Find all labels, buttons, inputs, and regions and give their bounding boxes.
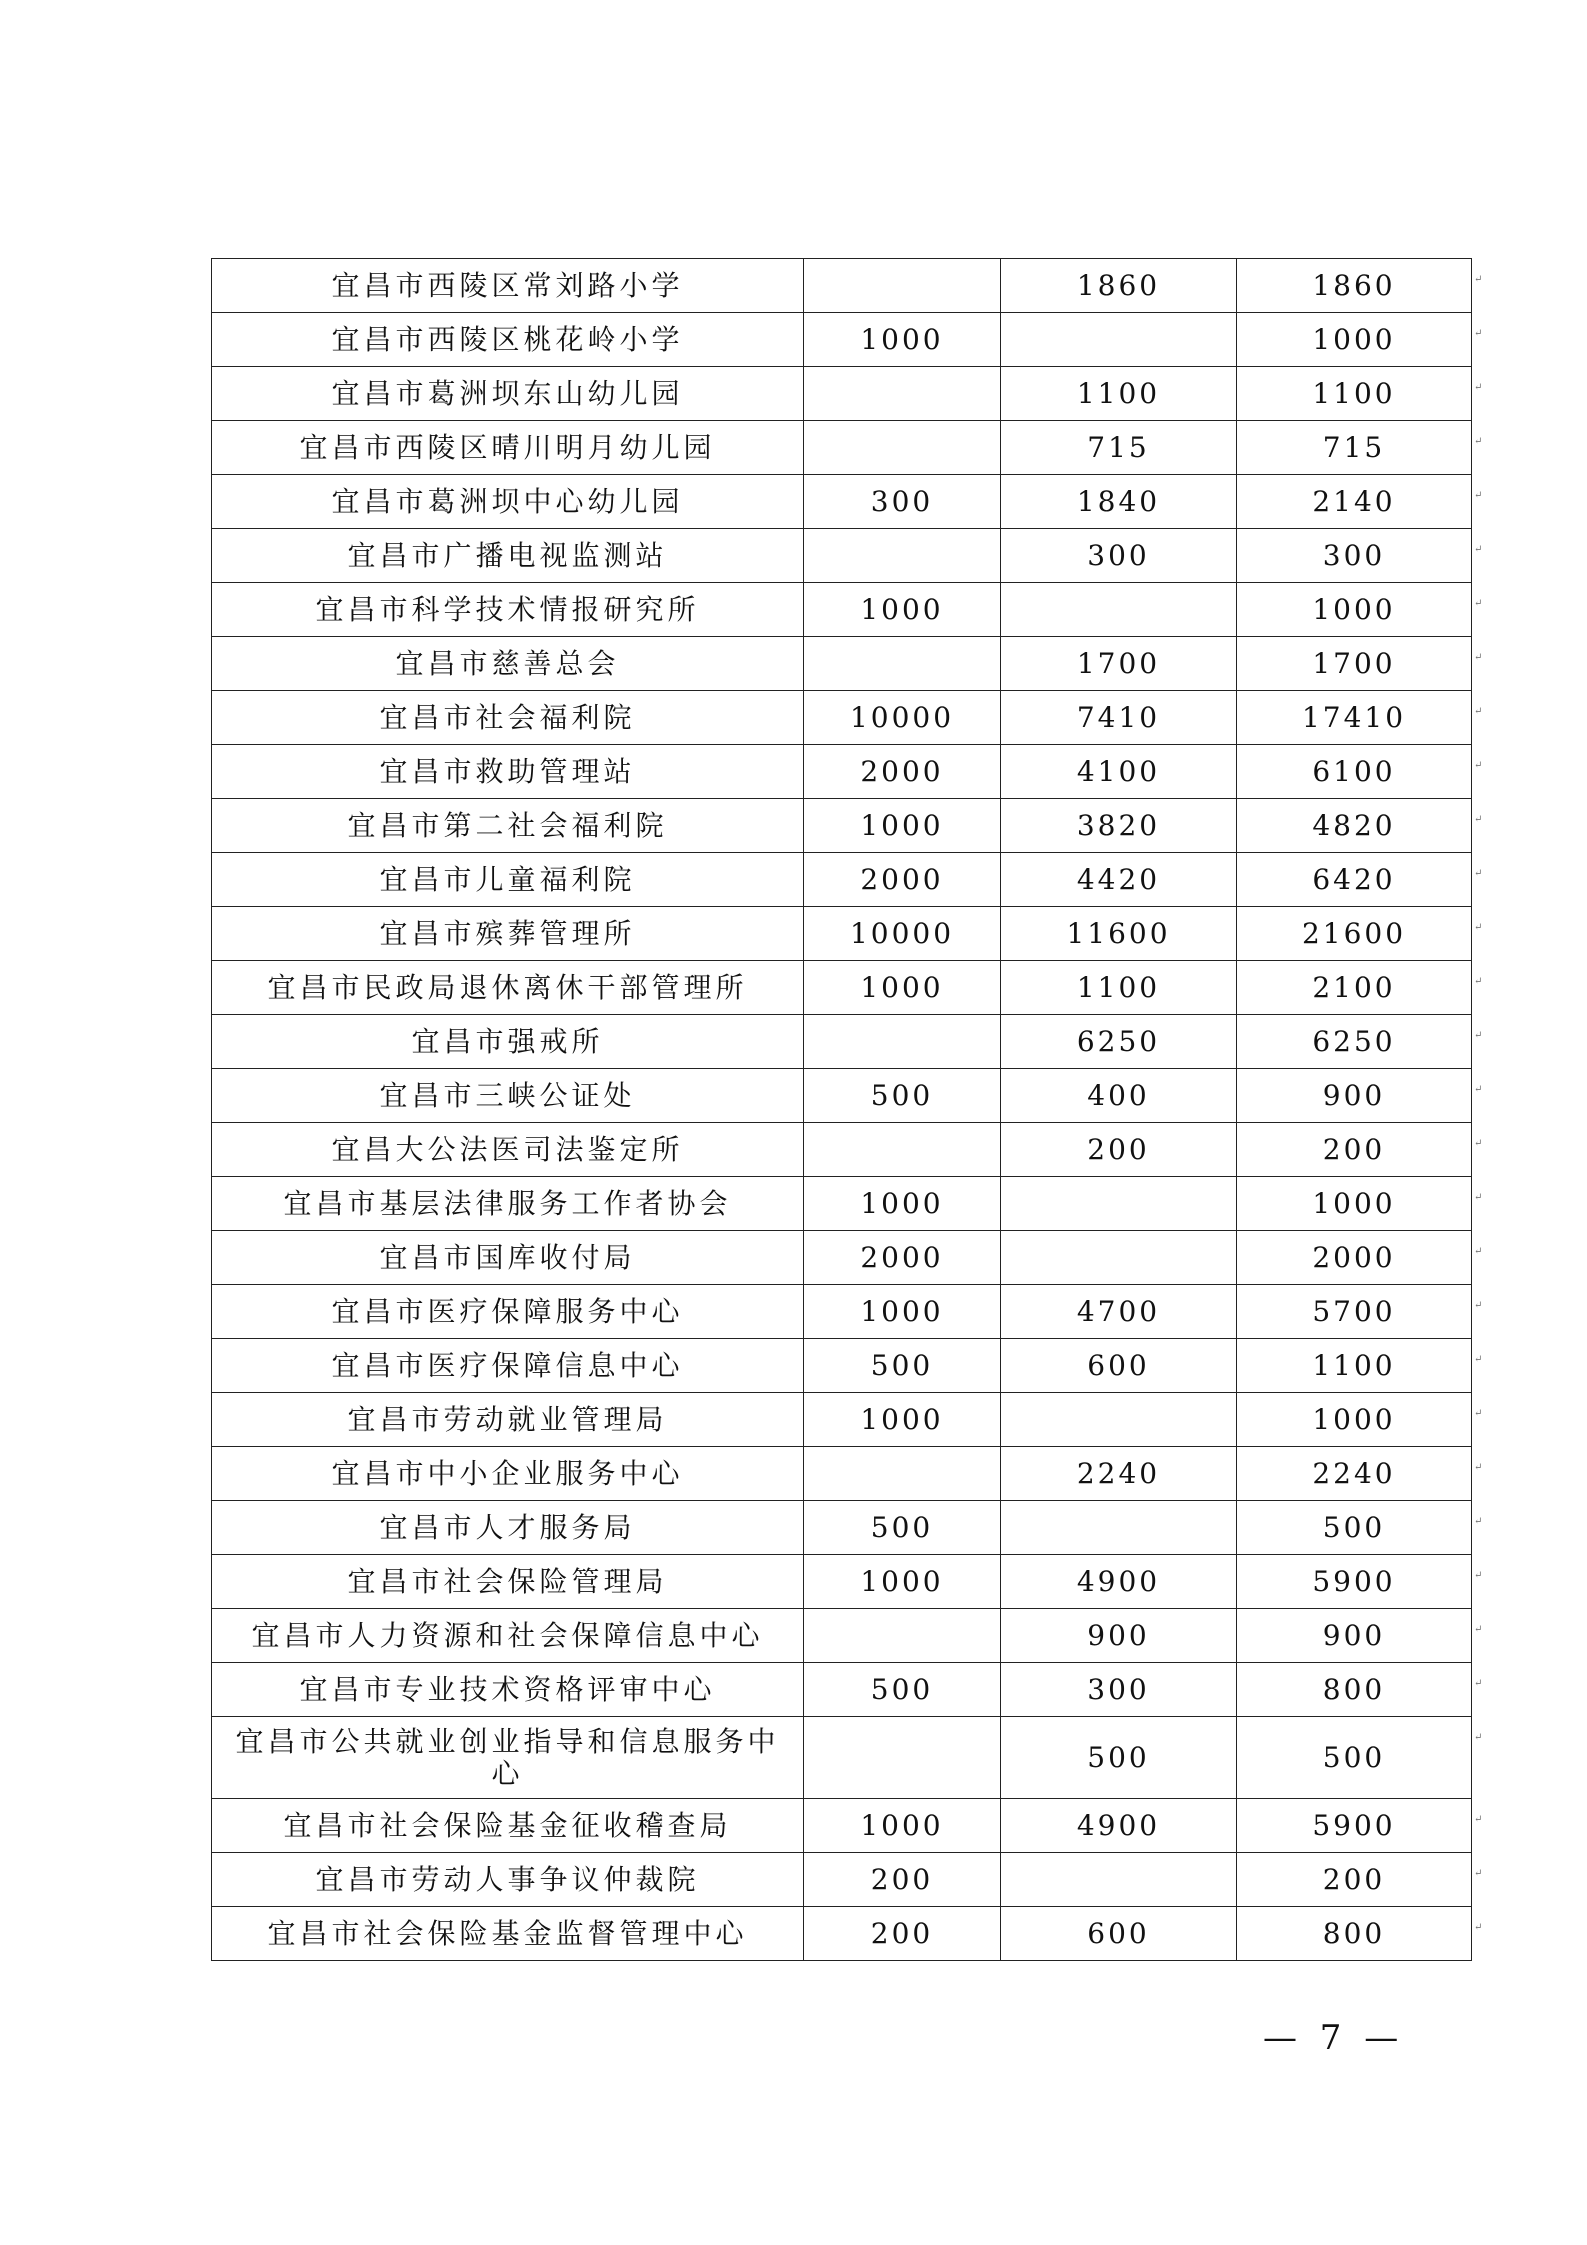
amount-b-cell: 600 (1001, 1907, 1237, 1961)
total-cell: 1000 (1237, 583, 1472, 637)
amount-b-cell: 4900 (1001, 1799, 1237, 1853)
amount-a-cell: 2000 (804, 1231, 1001, 1285)
paragraph-mark-icon: ↵ (1474, 975, 1483, 987)
paragraph-mark-icon: ↵ (1474, 705, 1483, 717)
total-cell: 200 (1237, 1853, 1472, 1907)
amount-b-cell: 300 (1001, 529, 1237, 583)
total-cell: 6420 (1237, 853, 1472, 907)
table-row (212, 1015, 1472, 1069)
total-cell: 5900 (1237, 1799, 1472, 1853)
total-cell: 800 (1237, 1907, 1472, 1961)
total-cell: 1000 (1237, 1393, 1472, 1447)
unit-cell: 宜昌市殡葬管理所 (212, 907, 804, 961)
paragraph-mark-icon: ↵ (1474, 489, 1483, 501)
unit-cell: 宜昌市社会保险基金征收稽查局 (212, 1799, 804, 1853)
unit-cell: 宜昌市中小企业服务中心 (212, 1447, 804, 1501)
total-cell: 1860 (1237, 259, 1472, 313)
table-row (212, 1555, 1472, 1609)
unit-cell: 宜昌市医疗保障服务中心 (212, 1285, 804, 1339)
unit-cell: 宜昌市葛洲坝东山幼儿园 (212, 367, 804, 421)
unit-cell: 宜昌市基层法律服务工作者协会 (212, 1177, 804, 1231)
table-row (212, 1339, 1472, 1393)
unit-cell: 宜昌市广播电视监测站 (212, 529, 804, 583)
table-row (212, 1907, 1472, 1961)
total-cell: 17410 (1237, 691, 1472, 745)
amount-b-cell: 500 (1001, 1717, 1237, 1799)
table-row (212, 367, 1472, 421)
amount-a-cell: 1000 (804, 1555, 1001, 1609)
total-cell: 2240 (1237, 1447, 1472, 1501)
amount-b-cell (1001, 1501, 1237, 1555)
unit-cell: 宜昌市国库收付局 (212, 1231, 804, 1285)
amount-b-cell: 600 (1001, 1339, 1237, 1393)
total-cell: 1000 (1237, 313, 1472, 367)
paragraph-mark-icon: ↵ (1474, 1299, 1483, 1311)
amount-b-cell: 4700 (1001, 1285, 1237, 1339)
amount-b-cell: 1100 (1001, 961, 1237, 1015)
total-cell: 5900 (1237, 1555, 1472, 1609)
table-row (212, 1663, 1472, 1717)
unit-cell: 宜昌市三峡公证处 (212, 1069, 804, 1123)
total-cell: 200 (1237, 1123, 1472, 1177)
table-row (212, 907, 1472, 961)
unit-cell: 宜昌市社会保险管理局 (212, 1555, 804, 1609)
table-row (212, 1717, 1472, 1799)
amount-a-cell (804, 1447, 1001, 1501)
paragraph-mark-icon: ↵ (1474, 1407, 1483, 1419)
amount-a-cell: 1000 (804, 799, 1001, 853)
amount-b-cell: 4420 (1001, 853, 1237, 907)
amount-a-cell (804, 1123, 1001, 1177)
amount-a-cell (804, 259, 1001, 313)
paragraph-mark-icon: ↵ (1474, 1245, 1483, 1257)
total-cell: 1100 (1237, 1339, 1472, 1393)
amount-a-cell (804, 367, 1001, 421)
paragraph-mark-icon: ↵ (1474, 273, 1483, 285)
amount-b-cell: 4900 (1001, 1555, 1237, 1609)
total-cell: 2100 (1237, 961, 1472, 1015)
amount-b-cell: 1840 (1001, 475, 1237, 529)
funding-table (211, 258, 1472, 1961)
amount-b-cell (1001, 1853, 1237, 1907)
paragraph-mark-icon: ↵ (1474, 651, 1483, 663)
unit-cell: 宜昌市西陵区桃花岭小学 (212, 313, 804, 367)
table-row (212, 961, 1472, 1015)
paragraph-mark-icon: ↵ (1474, 597, 1483, 609)
paragraph-mark-icon: ↵ (1474, 327, 1483, 339)
amount-b-cell: 7410 (1001, 691, 1237, 745)
paragraph-mark-icon: ↵ (1474, 867, 1483, 879)
table-row (212, 1177, 1472, 1231)
table-row (212, 1393, 1472, 1447)
paragraph-mark-icon: ↵ (1474, 381, 1483, 393)
table-row (212, 421, 1472, 475)
table-row (212, 799, 1472, 853)
unit-cell: 宜昌市人才服务局 (212, 1501, 804, 1555)
amount-b-cell (1001, 1177, 1237, 1231)
amount-b-cell: 1860 (1001, 259, 1237, 313)
paragraph-mark-icon: ↵ (1474, 1813, 1483, 1825)
total-cell: 500 (1237, 1717, 1472, 1799)
amount-b-cell: 1100 (1001, 367, 1237, 421)
amount-a-cell: 1000 (804, 961, 1001, 1015)
amount-a-cell: 10000 (804, 691, 1001, 745)
paragraph-mark-icon: ↵ (1474, 1461, 1483, 1473)
unit-cell: 宜昌市社会保险基金监督管理中心 (212, 1907, 804, 1961)
unit-cell: 宜昌市劳动就业管理局 (212, 1393, 804, 1447)
total-cell: 2140 (1237, 475, 1472, 529)
amount-a-cell (804, 421, 1001, 475)
paragraph-mark-icon: ↵ (1474, 543, 1483, 555)
paragraph-mark-icon: ↵ (1474, 1677, 1483, 1689)
amount-a-cell: 500 (804, 1339, 1001, 1393)
total-cell: 6100 (1237, 745, 1472, 799)
amount-a-cell (804, 1609, 1001, 1663)
table-row (212, 1609, 1472, 1663)
total-cell: 5700 (1237, 1285, 1472, 1339)
amount-a-cell: 1000 (804, 1177, 1001, 1231)
amount-b-cell (1001, 1231, 1237, 1285)
unit-cell: 宜昌市医疗保障信息中心 (212, 1339, 804, 1393)
amount-a-cell: 1000 (804, 1285, 1001, 1339)
amount-b-cell: 3820 (1001, 799, 1237, 853)
paragraph-mark-icon: ↵ (1474, 1731, 1483, 1743)
table-row (212, 1123, 1472, 1177)
unit-cell: 宜昌市西陵区常刘路小学 (212, 259, 804, 313)
table-row (212, 1853, 1472, 1907)
table-row (212, 475, 1472, 529)
amount-b-cell (1001, 583, 1237, 637)
amount-a-cell: 2000 (804, 853, 1001, 907)
amount-a-cell: 500 (804, 1501, 1001, 1555)
amount-b-cell: 900 (1001, 1609, 1237, 1663)
amount-b-cell: 1700 (1001, 637, 1237, 691)
page-number: — 7 — (1263, 2018, 1405, 2058)
amount-a-cell (804, 1015, 1001, 1069)
total-cell: 21600 (1237, 907, 1472, 961)
total-cell: 2000 (1237, 1231, 1472, 1285)
paragraph-mark-icon: ↵ (1474, 1867, 1483, 1879)
paragraph-mark-icon: ↵ (1474, 435, 1483, 447)
amount-a-cell: 1000 (804, 1799, 1001, 1853)
table-row (212, 1501, 1472, 1555)
amount-a-cell: 1000 (804, 583, 1001, 637)
amount-a-cell (804, 1717, 1001, 1799)
amount-b-cell: 4100 (1001, 745, 1237, 799)
paragraph-mark-icon: ↵ (1474, 759, 1483, 771)
amount-b-cell: 200 (1001, 1123, 1237, 1177)
total-cell: 900 (1237, 1069, 1472, 1123)
amount-b-cell: 715 (1001, 421, 1237, 475)
unit-cell: 宜昌市科学技术情报研究所 (212, 583, 804, 637)
amount-b-cell (1001, 313, 1237, 367)
table-row (212, 313, 1472, 367)
amount-a-cell: 1000 (804, 313, 1001, 367)
amount-b-cell: 2240 (1001, 1447, 1237, 1501)
total-cell: 1100 (1237, 367, 1472, 421)
total-cell: 715 (1237, 421, 1472, 475)
unit-cell: 宜昌市葛洲坝中心幼儿园 (212, 475, 804, 529)
amount-b-cell: 300 (1001, 1663, 1237, 1717)
amount-a-cell: 200 (804, 1907, 1001, 1961)
unit-cell: 宜昌市西陵区晴川明月幼儿园 (212, 421, 804, 475)
unit-cell: 宜昌市公共就业创业指导和信息服务中心 (212, 1717, 804, 1799)
table-row (212, 583, 1472, 637)
unit-cell: 宜昌市社会福利院 (212, 691, 804, 745)
amount-a-cell: 10000 (804, 907, 1001, 961)
unit-cell: 宜昌大公法医司法鉴定所 (212, 1123, 804, 1177)
paragraph-mark-icon: ↵ (1474, 1353, 1483, 1365)
amount-a-cell: 300 (804, 475, 1001, 529)
paragraph-mark-icon: ↵ (1474, 1137, 1483, 1149)
unit-cell: 宜昌市民政局退休离休干部管理所 (212, 961, 804, 1015)
table-row (212, 259, 1472, 313)
unit-cell: 宜昌市专业技术资格评审中心 (212, 1663, 804, 1717)
paragraph-mark-icon: ↵ (1474, 1191, 1483, 1203)
table-row (212, 1285, 1472, 1339)
unit-cell: 宜昌市人力资源和社会保障信息中心 (212, 1609, 804, 1663)
amount-b-cell: 11600 (1001, 907, 1237, 961)
table-row (212, 853, 1472, 907)
total-cell: 800 (1237, 1663, 1472, 1717)
amount-a-cell: 500 (804, 1663, 1001, 1717)
paragraph-mark-icon: ↵ (1474, 921, 1483, 933)
total-cell: 4820 (1237, 799, 1472, 853)
total-cell: 1700 (1237, 637, 1472, 691)
table-row (212, 745, 1472, 799)
amount-a-cell: 2000 (804, 745, 1001, 799)
unit-cell: 宜昌市救助管理站 (212, 745, 804, 799)
amount-a-cell: 1000 (804, 1393, 1001, 1447)
amount-a-cell: 500 (804, 1069, 1001, 1123)
unit-cell: 宜昌市儿童福利院 (212, 853, 804, 907)
paragraph-mark-icon: ↵ (1474, 813, 1483, 825)
paragraph-mark-icon: ↵ (1474, 1515, 1483, 1527)
unit-cell: 宜昌市劳动人事争议仲裁院 (212, 1853, 804, 1907)
amount-a-cell (804, 529, 1001, 583)
amount-b-cell: 6250 (1001, 1015, 1237, 1069)
total-cell: 900 (1237, 1609, 1472, 1663)
table-row (212, 1069, 1472, 1123)
amount-a-cell: 200 (804, 1853, 1001, 1907)
table-row (212, 637, 1472, 691)
table-row (212, 1231, 1472, 1285)
amount-b-cell (1001, 1393, 1237, 1447)
table-body (212, 259, 1472, 1961)
paragraph-mark-icon: ↵ (1474, 1083, 1483, 1095)
paragraph-mark-icon: ↵ (1474, 1569, 1483, 1581)
total-cell: 300 (1237, 529, 1472, 583)
total-cell: 6250 (1237, 1015, 1472, 1069)
unit-cell: 宜昌市第二社会福利院 (212, 799, 804, 853)
table-row (212, 691, 1472, 745)
table-row (212, 1447, 1472, 1501)
unit-cell: 宜昌市强戒所 (212, 1015, 804, 1069)
amount-a-cell (804, 637, 1001, 691)
total-cell: 500 (1237, 1501, 1472, 1555)
paragraph-mark-icon: ↵ (1474, 1623, 1483, 1635)
amount-b-cell: 400 (1001, 1069, 1237, 1123)
total-cell: 1000 (1237, 1177, 1472, 1231)
table-row (212, 1799, 1472, 1853)
table-row (212, 529, 1472, 583)
paragraph-mark-icon: ↵ (1474, 1029, 1483, 1041)
unit-cell: 宜昌市慈善总会 (212, 637, 804, 691)
paragraph-mark-icon: ↵ (1474, 1921, 1483, 1933)
